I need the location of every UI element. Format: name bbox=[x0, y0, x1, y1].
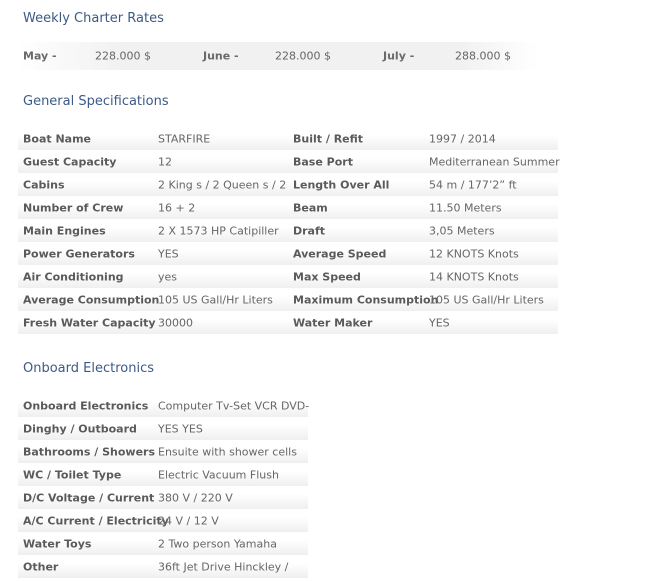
table-row bbox=[18, 242, 558, 265]
table-row bbox=[18, 288, 558, 311]
spec-value: yes bbox=[158, 270, 178, 283]
spec-key: Base Port bbox=[293, 155, 353, 168]
table-row bbox=[18, 486, 308, 509]
table-row bbox=[18, 417, 308, 440]
spec-key: Built / Refit bbox=[293, 132, 364, 145]
spec-value: 1997 / 2014 bbox=[429, 132, 496, 145]
spec-key: Cabins bbox=[23, 178, 65, 191]
spec-value: 2 King s / 2 Queen s / 2 bbox=[158, 178, 287, 191]
table-row bbox=[18, 532, 308, 555]
electronics-key: Onboard Electronics bbox=[23, 399, 149, 412]
spec-key: Guest Capacity bbox=[23, 155, 117, 168]
electronics-key: D/C Voltage / Current bbox=[23, 491, 155, 504]
spec-key: Water Maker bbox=[293, 316, 373, 329]
table-row bbox=[18, 127, 558, 150]
table-row bbox=[18, 440, 308, 463]
table-row bbox=[18, 265, 558, 288]
table-row bbox=[18, 173, 558, 196]
spec-value: 12 bbox=[158, 155, 172, 168]
spec-value: 12 KNOTS Knots bbox=[429, 247, 519, 260]
spec-value: 11.50 Meters bbox=[429, 201, 502, 214]
table-row bbox=[18, 219, 558, 242]
weekly-rates-title: Weekly Charter Rates bbox=[23, 11, 164, 26]
electronics-value: 36ft Jet Drive Hinckley / bbox=[158, 560, 289, 573]
spec-key: Beam bbox=[293, 201, 328, 214]
spec-key: Main Engines bbox=[23, 224, 106, 237]
onboard-electronics-table bbox=[18, 394, 308, 578]
electronics-key: Water Toys bbox=[23, 537, 92, 550]
spec-value: 54 m / 177’2” ft bbox=[429, 178, 517, 191]
electronics-value: Ensuite with shower cells bbox=[158, 445, 297, 458]
spec-key: Number of Crew bbox=[23, 201, 124, 214]
electronics-key: WC / Toilet Type bbox=[23, 468, 122, 481]
spec-key: Length Over All bbox=[293, 178, 390, 191]
electronics-key: Other bbox=[23, 560, 59, 573]
table-row bbox=[18, 555, 308, 578]
spec-key: Average Speed bbox=[293, 247, 387, 260]
spec-value: Mediterranean Summer bbox=[429, 155, 560, 168]
table-row bbox=[18, 509, 308, 532]
table-row bbox=[18, 394, 308, 417]
spec-key: Max Speed bbox=[293, 270, 361, 283]
general-specs-table bbox=[18, 127, 558, 334]
weekly-rates-row bbox=[18, 42, 538, 70]
electronics-value: Electric Vacuum Flush bbox=[158, 468, 279, 481]
rate-month-june: June - bbox=[203, 49, 239, 63]
rate-price-may: 228.000 $ bbox=[95, 49, 151, 63]
onboard-electronics-title: Onboard Electronics bbox=[23, 361, 154, 376]
spec-key: Maximum Consumption bbox=[293, 293, 439, 306]
electronics-value: 24 V / 12 V bbox=[158, 514, 219, 527]
spec-value: YES bbox=[429, 316, 450, 329]
rate-month-may: May - bbox=[23, 49, 57, 63]
electronics-key: A/C Current / Electricity bbox=[23, 514, 169, 527]
spec-value: 30000 bbox=[158, 316, 193, 329]
spec-value: 105 US Gall/Hr Liters bbox=[158, 293, 273, 306]
spec-value: STARFIRE bbox=[158, 132, 211, 145]
rate-month-july: July - bbox=[383, 49, 415, 63]
electronics-value: 2 Two person Yamaha bbox=[158, 537, 277, 550]
spec-value: YES bbox=[158, 247, 179, 260]
spec-key: Fresh Water Capacity bbox=[23, 316, 156, 329]
general-specs-title: General Specifications bbox=[23, 94, 169, 109]
spec-value: 16 + 2 bbox=[158, 201, 196, 214]
table-row bbox=[18, 463, 308, 486]
spec-value: 3,05 Meters bbox=[429, 224, 495, 237]
electronics-key: Bathrooms / Showers bbox=[23, 445, 156, 458]
rate-price-july: 288.000 $ bbox=[455, 49, 511, 63]
electronics-key: Dinghy / Outboard bbox=[23, 422, 137, 435]
spec-key: Average Consumption bbox=[23, 293, 160, 306]
table-row bbox=[18, 196, 558, 219]
table-row bbox=[18, 311, 558, 334]
table-row bbox=[18, 150, 558, 173]
electronics-value: 380 V / 220 V bbox=[158, 491, 233, 504]
spec-value: 105 US Gall/Hr Liters bbox=[429, 293, 544, 306]
spec-key: Air Conditioning bbox=[23, 270, 124, 283]
spec-key: Draft bbox=[293, 224, 326, 237]
rate-price-june: 228.000 $ bbox=[275, 49, 331, 63]
spec-value: 14 KNOTS Knots bbox=[429, 270, 519, 283]
spec-key: Power Generators bbox=[23, 247, 135, 260]
spec-value: 2 X 1573 HP Catipiller bbox=[158, 224, 279, 237]
spec-key: Boat Name bbox=[23, 132, 92, 145]
electronics-value: Computer Tv-Set VCR DVD- bbox=[158, 399, 310, 412]
electronics-value: YES YES bbox=[158, 422, 203, 435]
